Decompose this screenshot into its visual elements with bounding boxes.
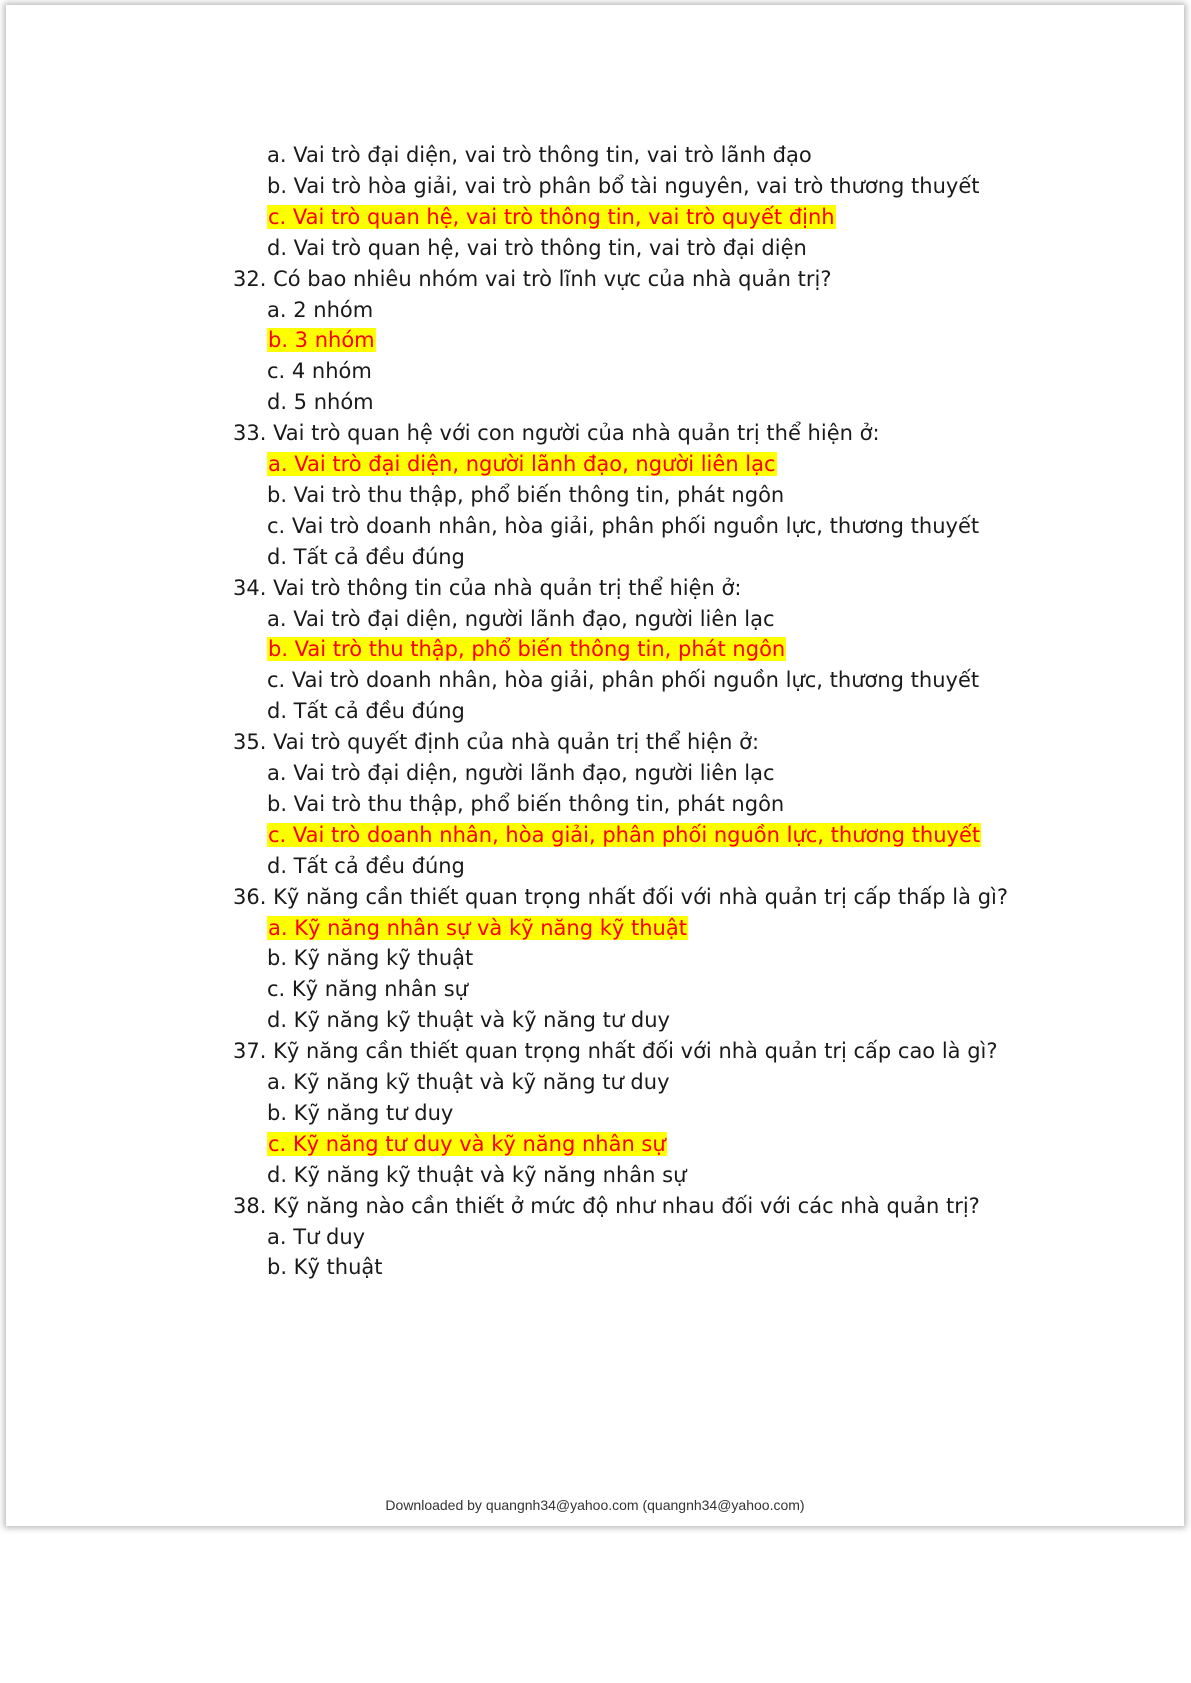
line-text: b. Vai trò thu thập, phổ biến thông tin, phát ngôn (267, 483, 785, 507)
line-text: 33. Vai trò quan hệ với con người của nhà quản trị thể hiện ở: (233, 421, 880, 445)
document-page (6, 5, 1184, 1526)
answer-option (267, 697, 465, 725)
answer-option (267, 1253, 383, 1281)
line-text: b. Kỹ thuật (267, 1255, 383, 1279)
answer-option (267, 666, 979, 694)
correct-answer-text: a. Vai trò đại diện, người lãnh đạo, người liên lạc (268, 452, 776, 476)
line-text: 36. Kỹ năng cần thiết quan trọng nhất đối với nhà quản trị cấp thấp là gì? (233, 885, 1009, 909)
line-text: 35. Vai trò quyết định của nhà quản trị thể hiện ở: (233, 730, 760, 754)
line-text: d. Tất cả đều đúng (267, 699, 465, 723)
answer-option (267, 388, 374, 416)
line-text: 34. Vai trò thông tin của nhà quản trị thể hiện ở: (233, 576, 742, 600)
answer-option (267, 357, 372, 385)
line-text: a. 2 nhóm (267, 298, 374, 322)
line-text: d. Kỹ năng kỹ thuật và kỹ năng nhân sự (267, 1163, 687, 1187)
line-text: b. Kỹ năng kỹ thuật (267, 946, 474, 970)
answer-option (267, 543, 465, 571)
document-body (6, 5, 1184, 1526)
line-text: b. Kỹ năng tư duy (267, 1101, 454, 1125)
line-text: 38. Kỹ năng nào cần thiết ở mức độ như nhau đối với các nhà quản trị? (233, 1194, 980, 1218)
question-text (233, 265, 832, 293)
line-text: a. Vai trò đại diện, vai trò thông tin, vai trò lãnh đạo (267, 143, 812, 167)
line-text: 32. Có bao nhiêu nhóm vai trò lĩnh vực của nhà quản trị? (233, 267, 832, 291)
answer-option (267, 914, 688, 942)
line-text: c. Kỹ năng nhân sự (267, 977, 468, 1001)
line-text: b. Vai trò hòa giải, vai trò phân bổ tài nguyên, vai trò thương thuyết (267, 174, 980, 198)
correct-answer-text: a. Kỹ năng nhân sự và kỹ năng kỹ thuật (268, 916, 687, 940)
answer-option (267, 512, 979, 540)
line-text: d. Tất cả đều đúng (267, 854, 465, 878)
answer-option (267, 605, 775, 633)
answer-option (267, 790, 784, 818)
line-text: d. Kỹ năng kỹ thuật và kỹ năng tư duy (267, 1008, 670, 1032)
question-text (233, 728, 759, 756)
answer-option (267, 944, 473, 972)
line-text: 37. Kỹ năng cần thiết quan trọng nhất đối với nhà quản trị cấp cao là gì? (233, 1039, 998, 1063)
line-text: a. Vai trò đại diện, người lãnh đạo, người liên lạc (267, 607, 775, 631)
answer-option (267, 172, 979, 200)
line-text: c. Vai trò doanh nhân, hòa giải, phân phối nguồn lực, thương thuyết (267, 668, 980, 692)
line-text: a. Kỹ năng kỹ thuật và kỹ năng tư duy (267, 1070, 670, 1094)
question-text (233, 883, 1008, 911)
answer-option (267, 1006, 670, 1034)
answer-option (267, 203, 836, 231)
download-footer: Downloaded by quangnh34@yahoo.com (quangnh34@yahoo.com) (385, 1497, 805, 1513)
line-text: c. Vai trò doanh nhân, hòa giải, phân phối nguồn lực, thương thuyết (267, 514, 980, 538)
answer-option (267, 326, 376, 354)
answer-option (267, 1223, 365, 1251)
answer-option (267, 1068, 670, 1096)
answer-option (267, 635, 786, 663)
answer-option (267, 296, 373, 324)
correct-answer-text: b. 3 nhóm (268, 328, 375, 352)
correct-answer-text: c. Vai trò quan hệ, vai trò thông tin, vai trò quyết định (268, 205, 835, 229)
line-text: d. Tất cả đều đúng (267, 545, 465, 569)
correct-answer-text: b. Vai trò thu thập, phổ biến thông tin, phát ngôn (268, 637, 786, 661)
answer-option (267, 234, 807, 262)
correct-answer-text: c. Kỹ năng tư duy và kỹ năng nhân sự (268, 1132, 666, 1156)
answer-option (267, 1161, 686, 1189)
answer-option (267, 975, 468, 1003)
question-text (233, 574, 741, 602)
question-text (233, 1037, 998, 1065)
answer-option (267, 450, 777, 478)
answer-option (267, 481, 784, 509)
answer-option (267, 141, 812, 169)
line-text: a. Tư duy (267, 1225, 366, 1249)
question-text (233, 1192, 980, 1220)
question-text (233, 419, 880, 447)
answer-option (267, 852, 465, 880)
line-text: c. 4 nhóm (267, 359, 372, 383)
correct-answer-text: c. Vai trò doanh nhân, hòa giải, phân phối nguồn lực, thương thuyết (268, 823, 981, 847)
line-text: d. 5 nhóm (267, 390, 374, 414)
line-text: d. Vai trò quan hệ, vai trò thông tin, vai trò đại diện (267, 236, 807, 260)
line-text: a. Vai trò đại diện, người lãnh đạo, người liên lạc (267, 761, 775, 785)
answer-option (267, 759, 775, 787)
answer-option (267, 821, 981, 849)
answer-option (267, 1099, 453, 1127)
answer-option (267, 1130, 667, 1158)
line-text: b. Vai trò thu thập, phổ biến thông tin, phát ngôn (267, 792, 785, 816)
